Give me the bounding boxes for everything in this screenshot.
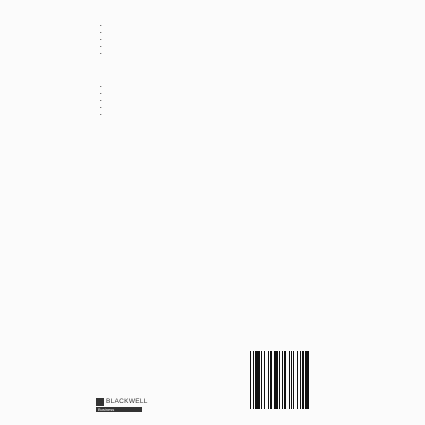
intro-paragraph (98, 15, 330, 20)
list-item (98, 112, 330, 117)
cover-copy (98, 10, 330, 149)
closing-paragraph (98, 121, 330, 126)
body-paragraph (98, 76, 330, 81)
publisher-logo (96, 396, 148, 414)
list-item (98, 44, 330, 49)
barcode-gap (309, 351, 311, 409)
body-paragraph (98, 68, 330, 73)
body-paragraph (98, 60, 330, 65)
list-item (108, 144, 330, 149)
ean-digits (250, 409, 330, 415)
logo-wordmark: BLACKWELL (96, 398, 142, 406)
list-item (98, 84, 330, 89)
list-item (98, 98, 330, 103)
list-item (98, 30, 330, 35)
first-bullet-list (98, 23, 330, 56)
logo-subline: Business (96, 407, 142, 412)
isbn-barcode (250, 345, 330, 419)
list-item (98, 23, 330, 28)
list-item (98, 51, 330, 56)
list-item (98, 37, 330, 42)
second-bullet-list (98, 84, 330, 117)
barcode-bars (250, 351, 330, 409)
list-item (98, 91, 330, 96)
section-title-list (108, 129, 330, 149)
list-item (98, 105, 330, 110)
